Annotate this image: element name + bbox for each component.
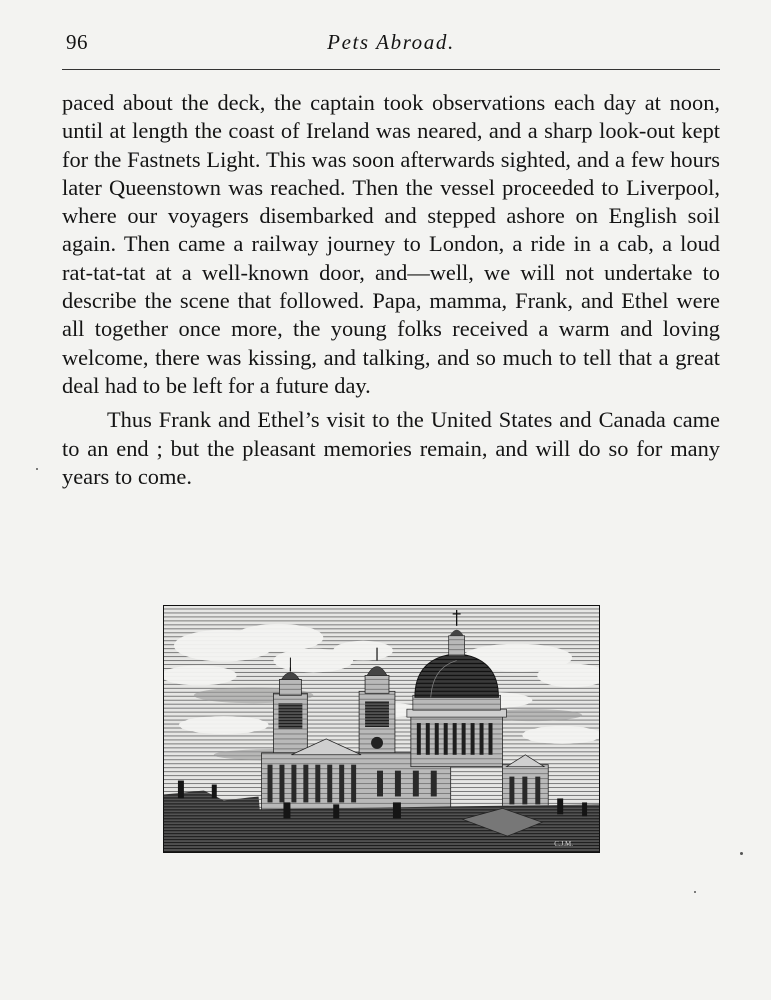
page-number: 96 — [66, 30, 88, 54]
illustration-st-pauls-cathedral — [163, 605, 600, 853]
paragraph-2: Thus Frank and Ethel’s visit to the United States and Canada came to an end ; but the pleasant memories remain, and will do so for many years to come. — [62, 407, 720, 489]
paragraph-1: paced about the deck, the captain took observations each day at noon, until at length the coast of Ireland was neared, and a sharp look-out kept for the Fastnets Light. This was soon afterwards sighted, and a few hours later Queenstown was reached. Then the vessel proceeded to Liverpool, where our voyagers disembarked and stepped ashore on English soil again. Then came a railway journey to London, a ride in a cab, a loud rat-tat-tat at a well-known door, and—well, we will not undertake to describe the scene that followed. Papa, mamma, Frank, and Ethel were all together once more, the young folks received a warm and loving welcome, there was kissing, and talking, and so much to tell that a great deal had to be left for a future day. — [62, 90, 720, 398]
engraving — [164, 606, 599, 852]
page-speck — [36, 468, 38, 470]
engraver-signature: C.J.M. — [554, 840, 573, 849]
running-head — [62, 28, 720, 58]
header-rule — [62, 69, 720, 70]
page-speck — [694, 891, 696, 893]
body-text — [62, 89, 720, 491]
running-title: Pets Abroad. — [327, 30, 455, 54]
page-speck — [740, 852, 743, 855]
